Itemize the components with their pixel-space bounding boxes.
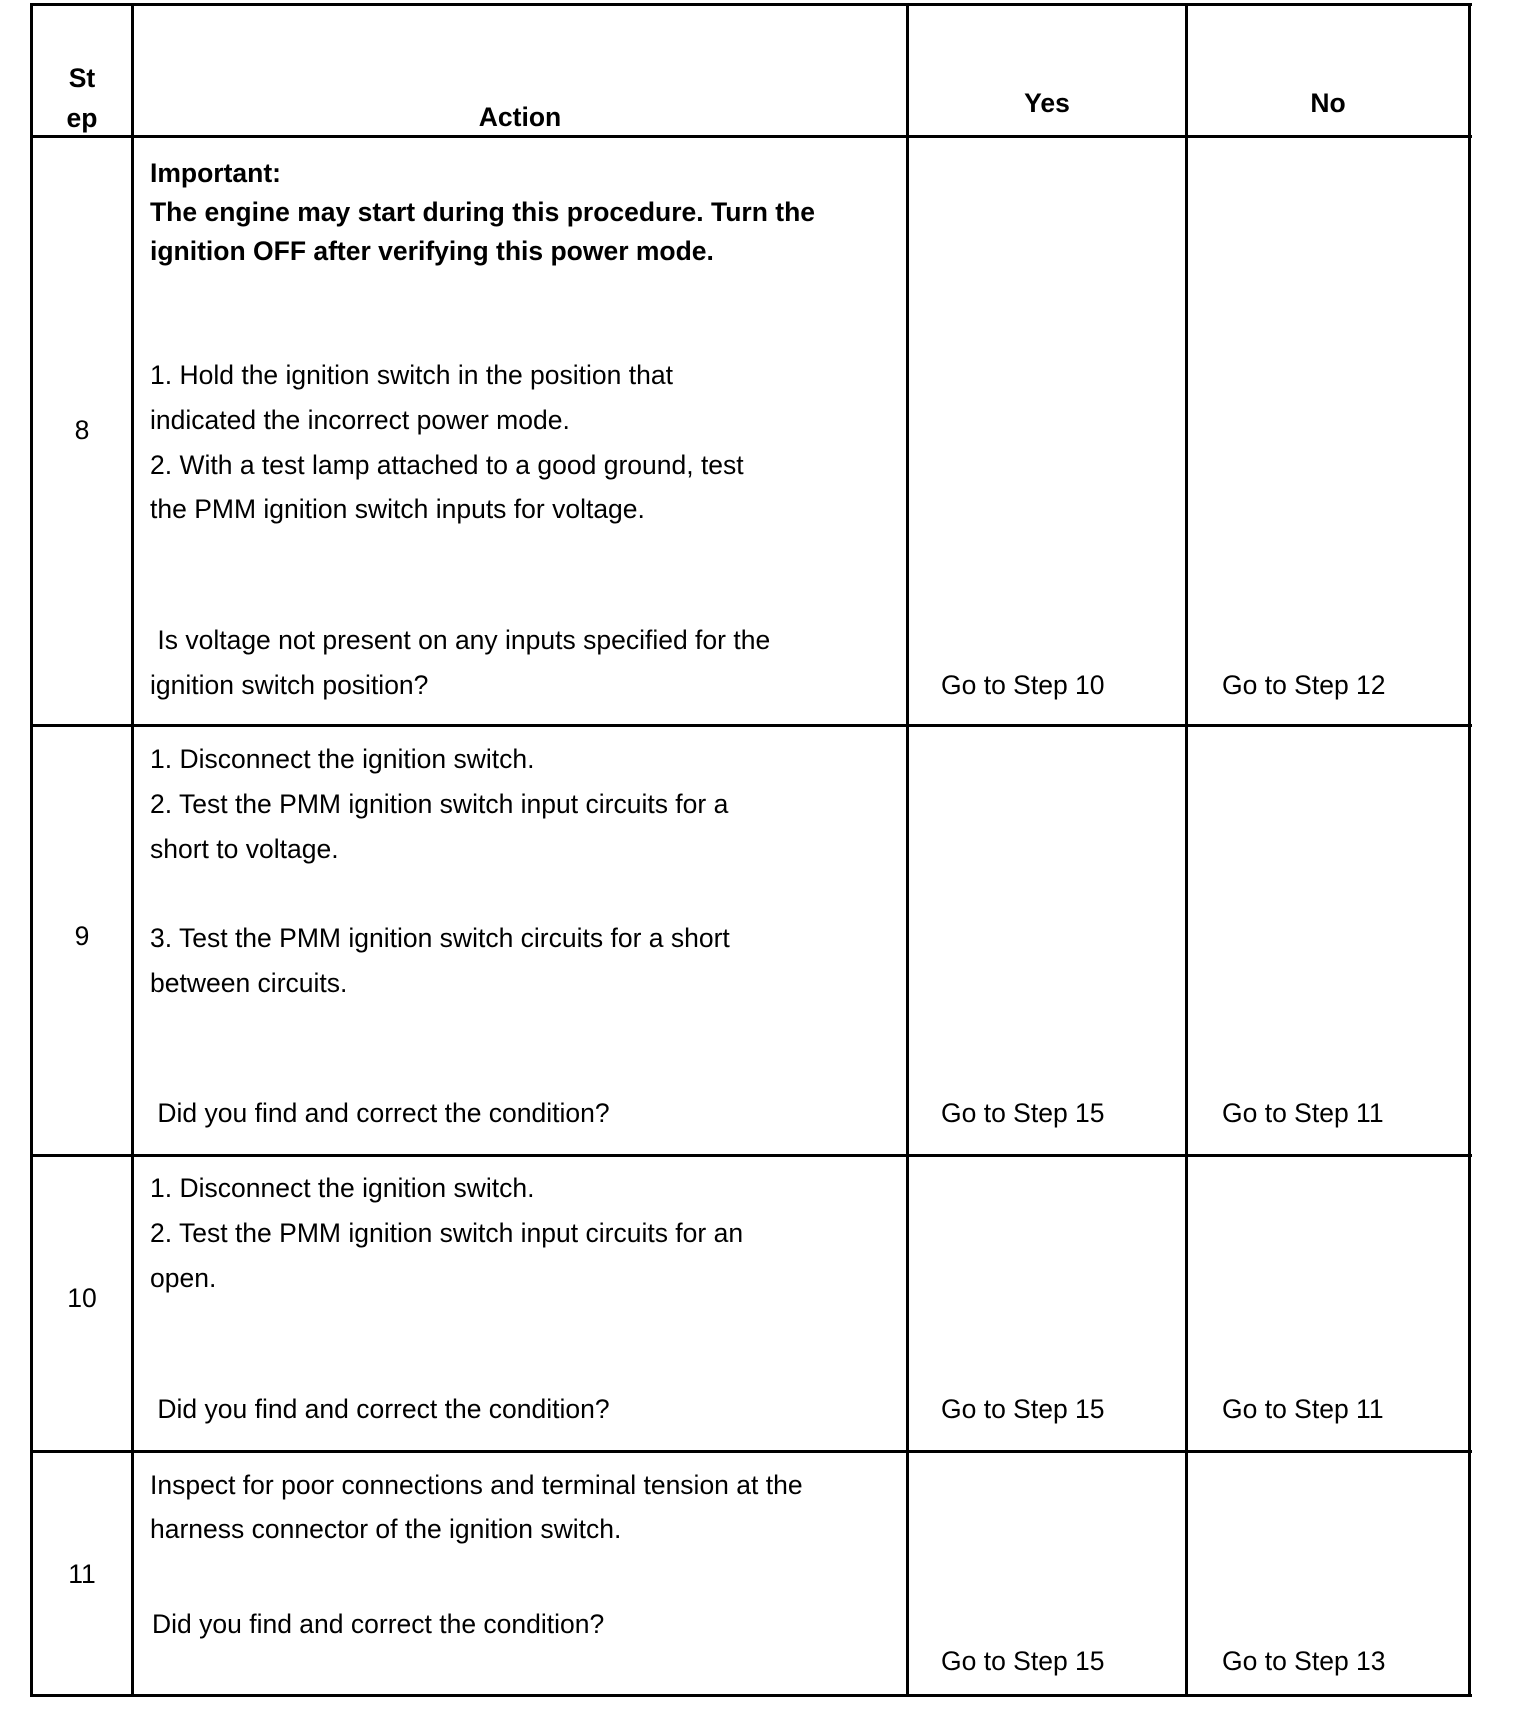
- header-step-line-1: St: [68, 63, 96, 93]
- row-8-item-2-cont: the PMM ignition switch inputs for voltage.: [150, 494, 645, 524]
- row-9-step: 9: [74, 921, 90, 951]
- row-9-item-2-cont: short to voltage.: [150, 834, 339, 864]
- header-step: [33, 58, 131, 138]
- header-step-line-2: ep: [66, 103, 98, 133]
- row-10-item-1: 1. Disconnect the ignition switch.: [150, 1173, 535, 1203]
- row-8-item-1: 1. Hold the ignition switch in the position that: [150, 360, 673, 390]
- row-divider-10: [30, 1450, 1472, 1453]
- row-9-question: Did you find and correct the condition?: [150, 1098, 610, 1128]
- header-yes: Yes: [1024, 88, 1070, 118]
- table-border-left: [30, 3, 33, 1697]
- row-10-item-2: 2. Test the PMM ignition switch input circuits for an: [150, 1218, 744, 1248]
- header-no: No: [1310, 88, 1346, 118]
- row-8-item-1-cont: indicated the incorrect power mode.: [150, 405, 570, 435]
- row-11-item-1: Inspect for poor connections and terminal tension at the: [150, 1470, 803, 1500]
- row-8-important-text-2: ignition OFF after verifying this power mode.: [150, 236, 714, 266]
- row-8-yes: Go to Step 10: [941, 670, 1105, 700]
- table-border-top: [30, 3, 1472, 6]
- row-10-step: 10: [67, 1283, 97, 1313]
- row-8-no: Go to Step 12: [1222, 670, 1386, 700]
- row-11-yes: Go to Step 15: [941, 1646, 1105, 1676]
- row-9-item-3-cont: between circuits.: [150, 968, 348, 998]
- row-9-yes: Go to Step 15: [941, 1098, 1105, 1128]
- row-8-question-1: Is voltage not present on any inputs specified for the: [150, 625, 771, 655]
- row-8-important-text-1: The engine may start during this procedure. Turn the: [150, 197, 816, 227]
- row-divider-9: [30, 1154, 1472, 1157]
- header-action: Action: [478, 102, 562, 132]
- row-11-no: Go to Step 13: [1222, 1646, 1386, 1676]
- row-10-item-2-cont: open.: [150, 1263, 217, 1293]
- row-8-important-label: Important:: [150, 158, 282, 188]
- row-11-question: Did you find and correct the condition?: [152, 1609, 605, 1639]
- row-9-item-2: 2. Test the PMM ignition switch input circuits for a: [150, 789, 729, 819]
- row-10-no: Go to Step 11: [1222, 1394, 1384, 1424]
- row-11-item-1-cont: harness connector of the ignition switch.: [150, 1514, 622, 1544]
- row-8-question-2: ignition switch position?: [150, 670, 429, 700]
- table-border-bottom: [30, 1694, 1472, 1697]
- column-divider-action: [906, 3, 909, 1697]
- row-8-step: 8: [74, 415, 90, 445]
- row-divider-8: [30, 724, 1472, 727]
- column-divider-yes: [1185, 3, 1188, 1697]
- row-9-item-1: 1. Disconnect the ignition switch.: [150, 744, 535, 774]
- row-9-no: Go to Step 11: [1222, 1098, 1384, 1128]
- row-10-question: Did you find and correct the condition?: [150, 1394, 610, 1424]
- column-divider-step: [131, 3, 134, 1697]
- row-10-yes: Go to Step 15: [941, 1394, 1105, 1424]
- row-9-item-3: 3. Test the PMM ignition switch circuits for a short: [150, 923, 730, 953]
- row-8-item-2: 2. With a test lamp attached to a good ground, test: [150, 450, 744, 480]
- row-11-step: 11: [68, 1559, 96, 1589]
- troubleshooting-table: [30, 3, 1472, 1697]
- table-border-right: [1468, 3, 1471, 1697]
